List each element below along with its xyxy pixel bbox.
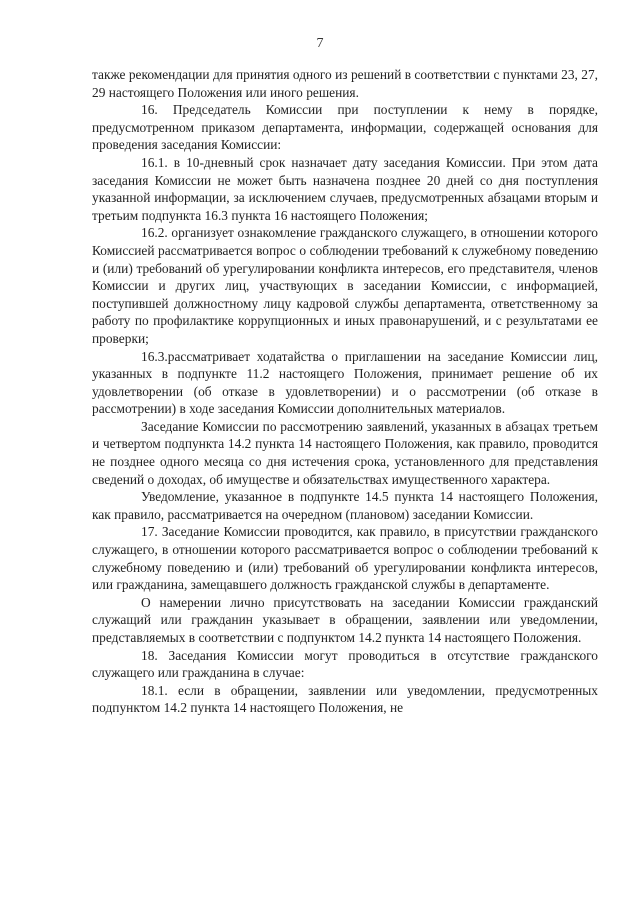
paragraph-declarations-meeting: Заседание Комиссии по рассмотрению заявлений, указанных в абзацах третьем и четвертом подпункта 14.2 пункта 14 настоящего Положения, как правило, проводится не позднее одного месяца со дня истечения срока, установленного для представления сведений о доходах, об имуществе и обязательствах имущественного характера. bbox=[92, 418, 598, 487]
paragraph-notification: Уведомление, указанное в подпункте 14.5 пункта 14 настоящего Положения, как правило, рассматривается на очередном (плановом) заседании Комиссии. bbox=[92, 489, 598, 522]
paragraph-item-18-1: 18.1. если в обращении, заявлении или уведомлении, предусмотренных подпунктом 14.2 пункта 14 настоящего Положения, не bbox=[92, 682, 598, 716]
paragraph-continuation: также рекомендации для принятия одного из решений в соответствии с пунктами 23, 27, 29 настоящего Положения или иного решения. bbox=[92, 67, 598, 100]
paragraph-item-16: 16. Председатель Комиссии при поступлении к нему в порядке, предусмотренном приказом департамента, информации, содержащей основания для проведения заседания Комиссии: bbox=[92, 102, 598, 153]
paragraph-attendance-intent: О намерении лично присутствовать на заседании Комиссии гражданский служащий или гражданин указывает в обращении, заявлении или уведомлении, представляемых в соответствии с подпунктом 14.2 пункта 14 настоящего Положения. bbox=[92, 594, 598, 645]
document-body bbox=[92, 66, 598, 717]
paragraph-item-16-2: 16.2. организует ознакомление гражданского служащего, в отношении которого Комиссией рассматривается вопрос о соблюдении требований к служебному поведению и (или) требований об урегулировании конфликта интересов, его представителя, членов Комиссии и других лиц, участвующих в заседании Комиссии, с информацией, поступившей должностному лицу кадровой службы департамента, ответственному за работу по профилактике коррупционных и иных правонарушений, и с результатами ее проверки; bbox=[92, 225, 598, 346]
paragraph-item-18: 18. Заседания Комиссии могут проводиться в отсутствие гражданского служащего или гражданина в случае: bbox=[92, 647, 598, 681]
paragraph-item-17: 17. Заседание Комиссии проводится, как правило, в присутствии гражданского служащего, в отношении которого рассматривается вопрос о соблюдении требований к служебному поведению и (или) требований об урегулировании конфликта интересов, или гражданина, замещавшего должность гражданской службы в департаменте. bbox=[92, 524, 598, 593]
paragraph-item-16-1: 16.1. в 10-дневный срок назначает дату заседания Комиссии. При этом дата заседания Комиссии не может быть назначена позднее 20 дней со дня поступления указанной информации, за исключением случаев, предусмотренных абзацами вторым и третьим подпункта 16.3 пункта 16 настоящего Положения; bbox=[92, 154, 598, 223]
paragraph-item-16-3: 16.3.рассматривает ходатайства о приглашении на заседание Комиссии лиц, указанных в подпункте 11.2 настоящего Положения, принимает решение об их удовлетворении (об отказе в удовлетворении) и о рассмотрении (об отказе в рассмотрении) в ходе заседания Комиссии дополнительных материалов. bbox=[92, 348, 598, 417]
page-number: 7 bbox=[316, 36, 324, 51]
